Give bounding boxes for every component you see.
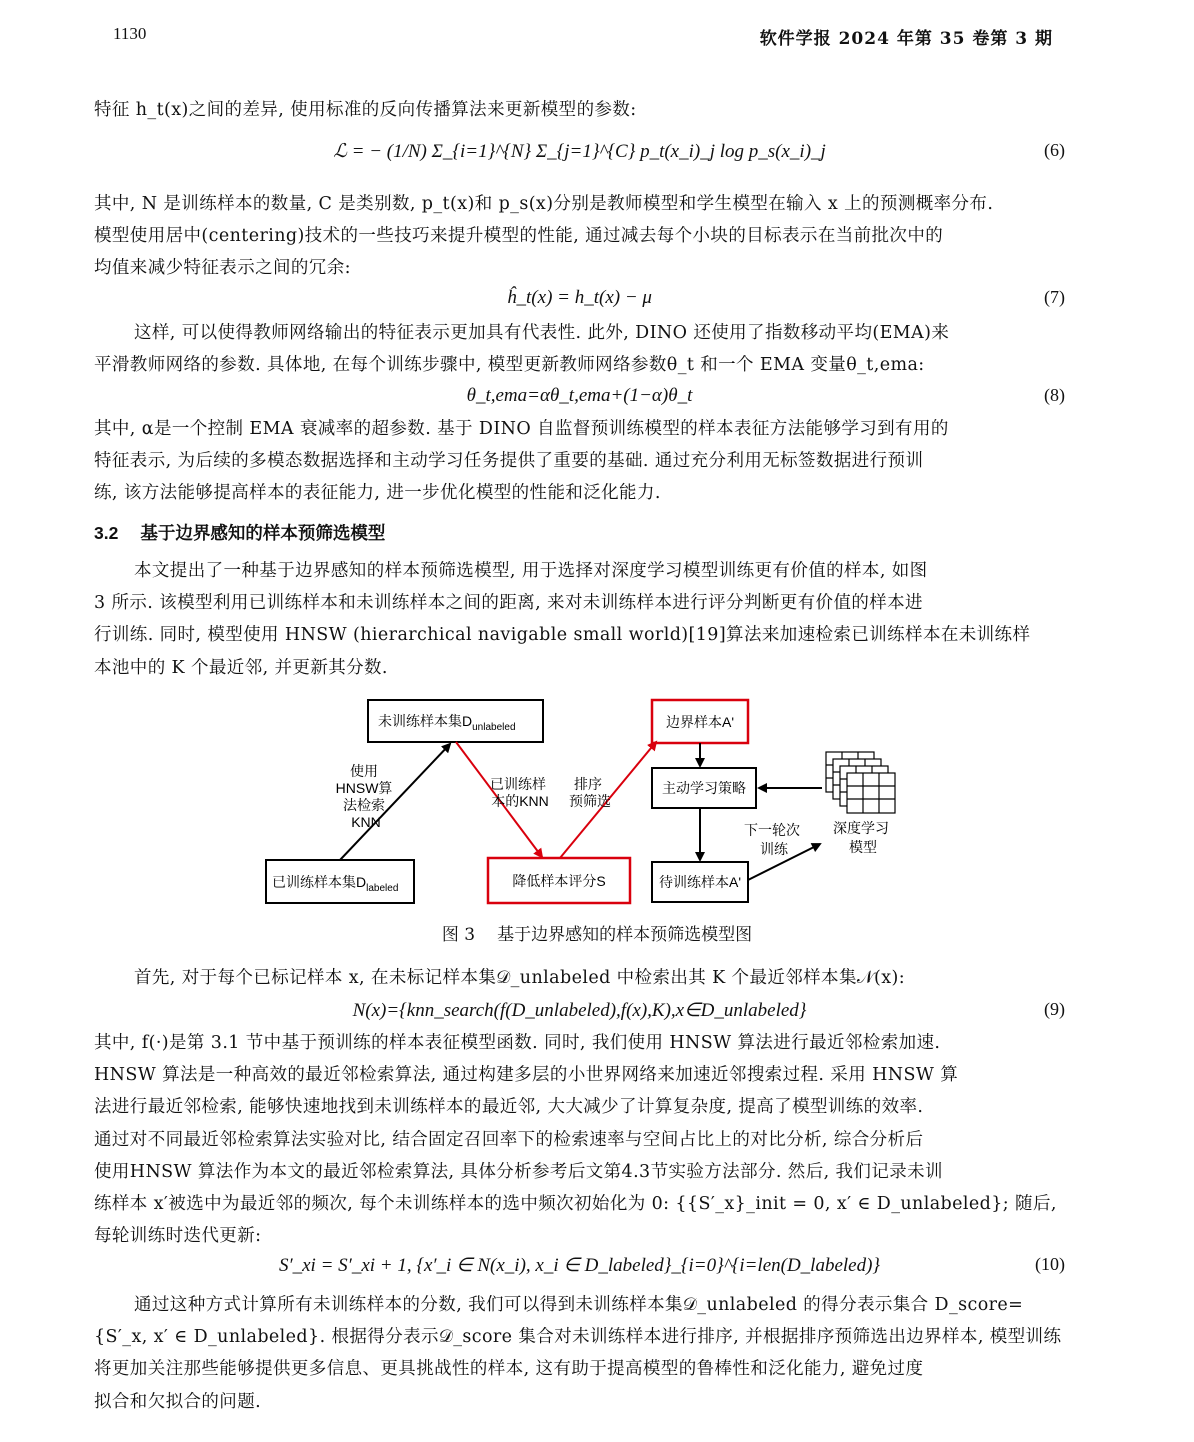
equation-number: (6) bbox=[1044, 140, 1065, 160]
equation-number: (10) bbox=[1035, 1254, 1065, 1274]
sort-label: 排序 预筛选 bbox=[569, 776, 611, 809]
running-head: 软件学报 2024 年第 35 卷第 3 期 bbox=[759, 29, 1053, 49]
equation-7 bbox=[94, 285, 1065, 319]
equation-formula: N(x)={knn_search(f(D_unlabeled),f(x),K),x∈D_unlabeled} bbox=[352, 1000, 807, 1021]
paragraph-4 bbox=[94, 413, 1065, 510]
hnsw-label: 使用 HNSW算 法检索 KNN bbox=[335, 763, 393, 830]
text-line: 法进行最近邻检索, 能够快速地找到未训练样本的最近邻, 大大减少了计算复杂度, 提高了模型训练的效率. bbox=[94, 1097, 924, 1118]
boundary-samples-label: 边界样本A' bbox=[665, 714, 735, 730]
score-box-label: 降低样本评分S bbox=[512, 873, 606, 889]
text-line: {S′_x, x′ ∈ D_unlabeled}. 根据得分表示𝒟_score 集合对未训练样本进行排序, 并根据排序预筛选出边界样本, 模型训练 bbox=[94, 1327, 1062, 1348]
figure-title: 基于边界感知的样本预筛选模型图 bbox=[497, 925, 753, 945]
equation-6 bbox=[94, 138, 1065, 172]
deep-learning-model-icon bbox=[826, 752, 895, 813]
text-line: 行训练. 同时, 模型使用 HNSW (hierarchical navigable small world)[19]算法来加速检索已训练样本在未训练样 bbox=[94, 625, 1031, 646]
equation-formula: ℒ = − (1/N) Σ_{i=1}^{N} Σ_{j=1}^{C} p_t(x_i)_j log p_s(x_i)_j bbox=[333, 141, 826, 162]
section-title: 基于边界感知的样本预筛选模型 bbox=[140, 524, 386, 544]
text-line: 其中, f(·)是第 3.1 节中基于预训练的样本表征模型函数. 同时, 我们使用 HNSW 算法进行最近邻检索加速. bbox=[94, 1033, 941, 1053]
section-heading bbox=[94, 520, 385, 545]
figure-label: 图 3 bbox=[441, 925, 476, 945]
text-line: 均值来减少特征表示之间的冗余: bbox=[94, 258, 351, 279]
active-learning-label: 主动学习策略 bbox=[662, 780, 746, 796]
text-line: 这样, 可以使得教师网络输出的特征表示更加具有代表性. 此外, DINO 还使用了指数移动平均(EMA)来 bbox=[134, 323, 950, 343]
text-line: 首先, 对于每个已标记样本 x, 在未标记样本集𝒟_unlabeled 中检索出其 K 个最近邻样本集𝒩(x): bbox=[134, 968, 906, 988]
figure-caption bbox=[0, 920, 1194, 945]
text-line: 每轮训练时迭代更新: bbox=[94, 1226, 262, 1247]
equation-8 bbox=[94, 383, 1065, 417]
text-line: 模型使用居中(centering)技术的一些技巧来提升模型的性能, 通过减去每个小块的目标表示在当前批次中的 bbox=[94, 226, 944, 247]
paragraph-8 bbox=[94, 1289, 1065, 1418]
equation-number: (7) bbox=[1044, 287, 1065, 307]
figure-3-diagram bbox=[260, 692, 900, 912]
paragraph-7 bbox=[94, 1027, 1065, 1252]
text-line: 通过对不同最近邻检索算法实验对比, 结合固定召回率下的检索速率与空间占比上的对比分析, 综合分析后 bbox=[94, 1129, 924, 1150]
text-line: 其中, α是一个控制 EMA 衰减率的超参数. 基于 DINO 自监督预训练模型的样本表征方法能够学习到有用的 bbox=[94, 419, 949, 439]
text-line: 其中, N 是训练样本的数量, C 是类别数, p_t(x)和 p_s(x)分别是教师模型和学生模型在输入 x 上的预测概率分布. bbox=[94, 194, 994, 214]
text-line: 使用HNSW 算法作为本文的最近邻检索算法, 具体分析参考后文第4.3节实验方法部分. 然后, 我们记录未训 bbox=[94, 1161, 943, 1182]
text-line: 平滑教师网络的参数. 具体地, 在每个训练步骤中, 模型更新教师网络参数θ_t 和一个 EMA 变量θ_t,ema: bbox=[94, 355, 925, 376]
section-number: 3.2 bbox=[94, 523, 119, 543]
pending-samples-label: 待训练样本A' bbox=[658, 874, 742, 890]
knn-label: 已训练样 本的KNN bbox=[490, 776, 549, 809]
paragraph-3 bbox=[94, 317, 1065, 381]
text-line: 特征 h_t(x)之间的差异, 使用标准的反向传播算法来更新模型的参数: bbox=[94, 100, 637, 120]
equation-formula: θ_t,ema=αθ_t,ema+(1−α)θ_t bbox=[466, 385, 693, 406]
next-round-label: 下一轮次 训练 bbox=[744, 822, 801, 857]
text-line: 练, 该方法能够提高样本的表征能力, 进一步优化模型的性能和泛化能力. bbox=[94, 483, 661, 504]
text-line: 特征表示, 为后续的多模态数据选择和主动学习任务提供了重要的基础. 通过充分利用无标签数据进行预训 bbox=[94, 451, 924, 472]
text-line: HNSW 算法是一种高效的最近邻检索算法, 通过构建多层的小世界网络来加速近邻搜索过程. 采用 HNSW 算 bbox=[94, 1065, 959, 1086]
text-line: 3 所示. 该模型利用已训练样本和未训练样本之间的距离, 来对未训练样本进行评分判断更有价值的样本进 bbox=[94, 593, 923, 614]
equation-number: (8) bbox=[1044, 385, 1065, 405]
labeled-set-label: 已训练样本集$D_{labeled}$ bbox=[272, 874, 399, 894]
text-line: 将更加关注那些能够提供更多信息、更具挑战性的样本, 这有助于提高模型的鲁棒性和泛化能力, 避免过度 bbox=[94, 1359, 924, 1380]
text-line: 本池中的 K 个最近邻, 并更新其分数. bbox=[94, 657, 388, 678]
paragraph-6 bbox=[94, 962, 1065, 994]
equation-formula: ĥ_t(x) = h_t(x) − μ bbox=[507, 287, 652, 308]
text-line: 练样本 x′被选中为最近邻的频次, 每个未训练样本的选中频次初始化为 0: {{S′_x}_init = 0, x′ ∈ D_unlabeled}; 随后, bbox=[94, 1193, 1057, 1214]
text-line: 拟合和欠拟合的问题. bbox=[94, 1391, 262, 1412]
paragraph-2 bbox=[94, 188, 1065, 285]
unlabeled-set-label: 未训练样本集$D_{unlabeled}$ bbox=[378, 713, 516, 733]
equation-number: (9) bbox=[1044, 999, 1065, 1019]
model-label: 深度学习 模型 bbox=[833, 820, 890, 855]
equation-10 bbox=[94, 1252, 1065, 1286]
text-line: 通过这种方式计算所有未训练样本的分数, 我们可以得到未训练样本集𝒟_unlabeled 的得分表示集合 D_score= bbox=[134, 1295, 1024, 1315]
page-number: 1130 bbox=[113, 24, 147, 43]
text-line: 本文提出了一种基于边界感知的样本预筛选模型, 用于选择对深度学习模型训练更有价值的样本, 如图 bbox=[134, 561, 928, 581]
paragraph-1 bbox=[94, 94, 1065, 126]
equation-9 bbox=[94, 997, 1065, 1031]
paragraph-5 bbox=[94, 555, 1065, 684]
equation-formula: S′_xi = S′_xi + 1, {x′_i ∈ N(x_i), x_i ∈ D_labeled}_{i=0}^{i=len(D_labeled)} bbox=[278, 1255, 881, 1276]
